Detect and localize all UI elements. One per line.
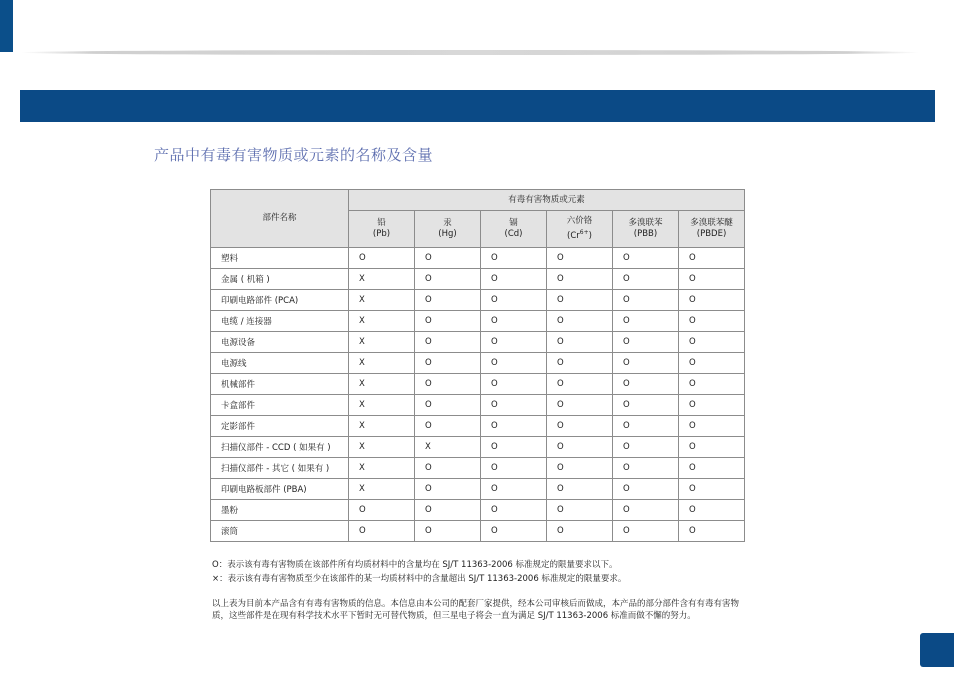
substance-value-cell: O xyxy=(679,458,745,479)
column-name: 铅 xyxy=(377,218,386,228)
table-row xyxy=(211,458,745,479)
substance-value-cell: O xyxy=(679,332,745,353)
column-symbol: (Cd) xyxy=(504,229,523,239)
substance-value-cell: O xyxy=(547,269,613,290)
substance-value-cell: O xyxy=(349,248,415,269)
part-name-cell: 电源线 xyxy=(211,353,349,374)
part-name-cell: 墨粉 xyxy=(211,500,349,521)
substance-value-cell: O xyxy=(613,353,679,374)
table-row xyxy=(211,416,745,437)
table-row xyxy=(211,521,745,542)
substance-value-cell: O xyxy=(547,479,613,500)
table-row xyxy=(211,269,745,290)
substance-value-cell: O xyxy=(679,500,745,521)
part-name-cell: 机械部件 xyxy=(211,374,349,395)
substance-value-cell: O xyxy=(679,248,745,269)
table-row xyxy=(211,437,745,458)
part-name-cell: 印刷电路板部件 (PBA) xyxy=(211,479,349,500)
substances-group-header: 有毒有害物质或元素 xyxy=(349,190,745,211)
hazardous-substances-table xyxy=(210,189,745,542)
substance-value-cell: X xyxy=(349,458,415,479)
substance-value-cell: O xyxy=(547,416,613,437)
substance-value-cell: O xyxy=(613,290,679,311)
substance-value-cell: O xyxy=(613,458,679,479)
substance-value-cell: O xyxy=(481,332,547,353)
column-header-cr6 xyxy=(547,211,613,248)
substance-value-cell: X xyxy=(349,269,415,290)
substance-value-cell: O xyxy=(481,437,547,458)
column-symbol: (PBB) xyxy=(633,229,658,239)
substance-value-cell: O xyxy=(481,311,547,332)
substance-value-cell: O xyxy=(481,269,547,290)
substance-value-cell: X xyxy=(349,437,415,458)
part-name-cell: 扫描仪部件 - 其它 ( 如果有 ) xyxy=(211,458,349,479)
substance-value-cell: O xyxy=(547,290,613,311)
substance-value-cell: X xyxy=(349,290,415,311)
substance-value-cell: O xyxy=(679,395,745,416)
page-title: 产品中有毒有害物质或元素的名称及含量 xyxy=(154,146,434,164)
substance-value-cell: O xyxy=(415,332,481,353)
disclaimer-line: 质，这些部件是在现有科学技术水平下暂时无可替代物质，但三星电子将会一直为满足 SJ/T 11363-2006 标准而做不懈的努力。 xyxy=(212,611,696,621)
table-row xyxy=(211,248,745,269)
substance-value-cell: X xyxy=(349,395,415,416)
table-body xyxy=(211,248,745,542)
substance-value-cell: O xyxy=(679,437,745,458)
substance-value-cell: X xyxy=(415,437,481,458)
substance-value-cell: O xyxy=(415,311,481,332)
substance-value-cell: O xyxy=(415,500,481,521)
part-name-cell: 电缆 / 连接器 xyxy=(211,311,349,332)
x-legend-note: ×：表示该有毒有害物质至少在该部件的某一均质材料中的含量超出 SJ/T 11363-2006 标准规定的限量要求。 xyxy=(212,574,627,584)
substance-value-cell: O xyxy=(481,353,547,374)
substance-value-cell: O xyxy=(415,521,481,542)
substance-value-cell: O xyxy=(481,395,547,416)
substance-value-cell: O xyxy=(481,458,547,479)
substance-value-cell: O xyxy=(679,374,745,395)
header-divider xyxy=(20,50,920,55)
substance-value-cell: X xyxy=(349,374,415,395)
column-symbol: (Pb) xyxy=(372,229,391,239)
table-row xyxy=(211,332,745,353)
substance-value-cell: O xyxy=(547,311,613,332)
substance-value-cell: O xyxy=(613,437,679,458)
substance-value-cell: O xyxy=(679,479,745,500)
column-name: 六价铬 xyxy=(566,216,593,227)
table-row xyxy=(211,395,745,416)
substance-value-cell: O xyxy=(547,437,613,458)
substance-value-cell: O xyxy=(613,374,679,395)
part-name-cell: 电源设备 xyxy=(211,332,349,353)
part-name-cell: 扫描仪部件 - CCD ( 如果有 ) xyxy=(211,437,349,458)
o-legend-note: O：表示该有毒有害物质在该部件所有均质材料中的含量均在 SJ/T 11363-2006 标准规定的限量要求以下。 xyxy=(212,560,618,570)
substance-value-cell: O xyxy=(613,269,679,290)
substance-value-cell: O xyxy=(613,311,679,332)
substance-value-cell: X xyxy=(349,332,415,353)
substance-value-cell: O xyxy=(547,521,613,542)
substance-value-cell: O xyxy=(415,395,481,416)
substance-value-cell: O xyxy=(679,416,745,437)
substance-value-cell: O xyxy=(415,248,481,269)
substance-value-cell: O xyxy=(613,479,679,500)
table-row xyxy=(211,353,745,374)
substance-value-cell: O xyxy=(415,458,481,479)
substance-value-cell: X xyxy=(349,353,415,374)
substance-value-cell: O xyxy=(547,248,613,269)
column-header-pb xyxy=(349,211,415,248)
substance-value-cell: O xyxy=(481,521,547,542)
column-symbol: $(Cr^{6+})$ xyxy=(567,229,592,241)
substance-value-cell: X xyxy=(349,416,415,437)
substance-value-cell: O xyxy=(547,374,613,395)
column-name: 镉 xyxy=(509,218,518,228)
substance-value-cell: X xyxy=(349,311,415,332)
part-name-cell: 塑料 xyxy=(211,248,349,269)
substance-value-cell: O xyxy=(547,458,613,479)
substance-value-cell: O xyxy=(481,416,547,437)
part-name-cell: 金属 ( 机箱 ) xyxy=(211,269,349,290)
column-name: 多溴联苯 xyxy=(628,218,663,228)
substance-value-cell: O xyxy=(613,521,679,542)
table-row xyxy=(211,500,745,521)
substance-value-cell: O xyxy=(349,521,415,542)
substance-value-cell: O xyxy=(547,332,613,353)
substance-value-cell: O xyxy=(481,290,547,311)
column-symbol: (PBDE) xyxy=(696,229,727,239)
substance-value-cell: O xyxy=(613,332,679,353)
substance-value-cell: O xyxy=(481,479,547,500)
column-header-hg xyxy=(415,211,481,248)
table-row xyxy=(211,374,745,395)
column-symbol: (Hg) xyxy=(438,229,457,239)
substance-value-cell: O xyxy=(547,500,613,521)
part-name-cell: 印刷电路部件 (PCA) xyxy=(211,290,349,311)
column-header-pbde xyxy=(679,211,745,248)
substance-value-cell: X xyxy=(349,479,415,500)
substance-value-cell: O xyxy=(481,500,547,521)
substance-value-cell: O xyxy=(481,374,547,395)
disclaimer-paragraph xyxy=(212,598,812,622)
column-name: 多溴联苯醚 xyxy=(690,218,733,228)
page-number-badge xyxy=(920,633,954,667)
left-edge-tab xyxy=(0,0,13,52)
part-name-header: 部件名称 xyxy=(211,190,349,248)
substance-value-cell: O xyxy=(547,353,613,374)
substance-value-cell: O xyxy=(481,248,547,269)
column-header-cd xyxy=(481,211,547,248)
substance-value-cell: O xyxy=(415,374,481,395)
column-name: 汞 xyxy=(443,218,452,228)
substance-value-cell: O xyxy=(613,416,679,437)
substance-value-cell: O xyxy=(613,248,679,269)
substance-value-cell: O xyxy=(613,395,679,416)
substance-value-cell: O xyxy=(349,500,415,521)
substance-value-cell: O xyxy=(679,521,745,542)
substance-value-cell: O xyxy=(415,416,481,437)
substance-value-cell: O xyxy=(679,353,745,374)
table-row xyxy=(211,290,745,311)
substance-value-cell: O xyxy=(679,290,745,311)
table-row xyxy=(211,311,745,332)
substance-value-cell: O xyxy=(679,269,745,290)
substance-value-cell: O xyxy=(415,479,481,500)
substance-value-cell: O xyxy=(613,500,679,521)
substance-value-cell: O xyxy=(547,395,613,416)
substance-value-cell: O xyxy=(415,353,481,374)
part-name-cell: 卡盒部件 xyxy=(211,395,349,416)
table-row xyxy=(211,479,745,500)
substance-value-cell: O xyxy=(415,290,481,311)
disclaimer-line: 以上表为目前本产品含有有毒有害物质的信息。本信息由本公司的配套厂家提供，经本公司审核后而做成，本产品的部分部件含有有毒有害物 xyxy=(212,599,740,609)
column-header-pbb xyxy=(613,211,679,248)
substance-value-cell: O xyxy=(415,269,481,290)
part-name-cell: 滚筒 xyxy=(211,521,349,542)
part-name-cell: 定影部件 xyxy=(211,416,349,437)
section-banner xyxy=(20,90,935,122)
substance-value-cell: O xyxy=(679,311,745,332)
